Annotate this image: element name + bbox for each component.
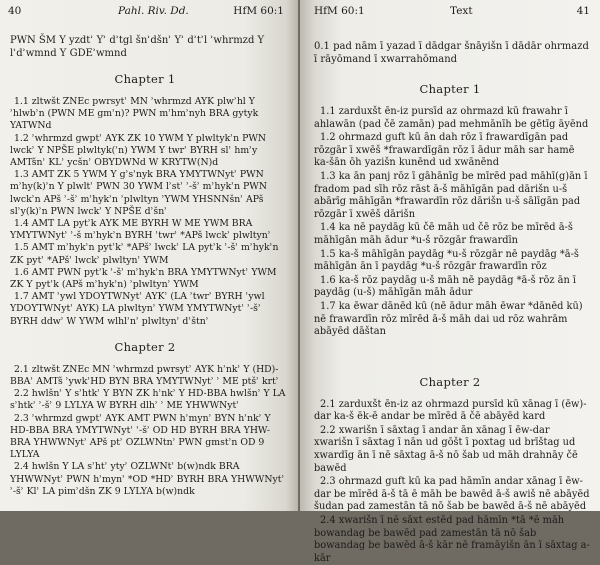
right-page-header xyxy=(300,0,600,22)
right-paragraph-1-7: 1.7 ka ēwar dānēd kū (nē ādur māh ēwar *dānēd kū) nē frawardīn rōz mīrēd ā-š māh dai ud rōz wahrām abāyēd dāštan xyxy=(314,300,583,338)
left-paragraph-1-4: 1.4 AMT LA pytʾk AYK ME BYRH W ME YWM BRA YMYTWNytʾ ʾ-š mʾhykʾn BYRH ʾtwrʾ *APš lwckʾ plwltynʾ xyxy=(10,218,271,242)
left-page-number: 40 xyxy=(8,5,22,17)
right-invocation: 0.1 pad nām ī yazad ī dādgar šnāyišn ī dādār ohrmazd ī rāyōmand ī xwarrahōmand xyxy=(314,41,589,65)
right-paragraph-1-3: 1.3 ka ān panj rōz ī gāhānīg be mīrēd pad māhī(g)ān ī fradom pad sīh rōz rāst ā-š māhīgān pad dārišn u-š abārīg māhīgān *frawardīn rōz dārišn u-š sālīgān pad rōzgār ī xwēš dārišn xyxy=(314,170,588,220)
left-chapter-1-heading: Chapter 1 xyxy=(114,72,176,86)
left-paragraph-2-4: 2.4 hwlšn Y LA sʾhtʾ ytyʾ OZLWNtʾ b(w)ndk BRA YHWWNytʾ PWN hʾmynʾ *OD *HDʾ BYRH BRA YHWWNytʾ ʾ-šʾ Klʾ LA pimʾdšn ZK 9 LYLYA b(w)ndk xyxy=(10,461,285,497)
right-paragraph-2-3: 2.3 ohrmazd guft kū ka pad hāmīn andar xānag ī ēw-dar be mīrēd ā-š tā ē māh be bawēd ā-š awiš nē abāyēd šudan pad zamestān tā nō šab be bawēd ā-š nē abāyēd xyxy=(314,476,590,513)
right-paragraph-1-6: 1.6 ka-š rōz paydāg u-š māh nē paydāg *ā-š rōz ān ī paydāg (u-š) māhīgān māh ādur xyxy=(314,274,577,299)
left-running-title: Pahl. Riv. Dd. xyxy=(118,5,189,17)
left-running-ref: HfM 60:1 xyxy=(233,5,284,17)
right-chapter-2-heading: Chapter 2 xyxy=(419,374,481,389)
left-chapter-2-heading: Chapter 2 xyxy=(114,339,176,354)
right-running-ref: HfM 60:1 xyxy=(314,5,365,17)
right-paragraph-2-2: 2.2 xwarišn ī sāxtag ī andar ān xānag ī ēw-dar xwarišn ī sāxtag ī nān ud gōšt ī poxtag ud brīštag ud xwardīg ān ī nē sāxtag ā-š nō šab ud māh drahnāy čē bawēd xyxy=(314,424,578,474)
right-page xyxy=(300,0,600,564)
right-running-title: Text xyxy=(450,5,473,17)
left-paragraph-1-7: 1.7 AMT ʾywl YDOYTWNytʾ AYKʾ (LA ʾtwrʾ BYRH ʾywl YDOYTWNytʾ AYK) LA plwltynʾ YWM YMYTWNytʾ ʾ-šʾ BYRH ddwʾ W YWM wlhlʾnʾ plwltynʾ dʾštnʾ xyxy=(10,291,265,327)
right-paragraph-1-2: 1.2 ohrmazd guft kū ān dah rōz ī frawardīgān pad rōzgār ī xwēš *frawardīgān rōz ī ādur māh sar hamē ka-šān ōh yazišn kunēnd ud xwānēnd xyxy=(314,132,575,169)
left-paragraph-1-5: 1.5 AMT mʾhykʾn pytʾkʾ *APšʾ lwckʾ LA pytʾk ʾ-šʾ mʾhykʾn ZK pytʾ *APšʾ lwckʾ plwltynʾ YWM xyxy=(10,242,279,266)
right-chapter-1-heading: Chapter 1 xyxy=(419,82,481,96)
left-paragraph-2-1: 2.1 zltwšt ZNEc MN ʾwhrmzd pwrsytʾ AYK hʾnkʾ Y (HD)-BBAʾ AMTš ʾywkʾHD BYN BRA YMYTWNytʾ ʾ ME ptšʾ krtʾ xyxy=(10,363,279,388)
left-page xyxy=(0,0,298,511)
left-paragraph-2-2: 2.2 hwlšnʾ Y sʾhtkʾ Y BYN ZK hʾnkʾ Y HD-BBA hwlšnʾ Y LA sʾhtkʾ ʾ-šʾ 9 LYLYA W BYRH dlhʾ ʾ ME YHWWNytʾ xyxy=(10,388,286,412)
left-paragraph-2-3: 2.3 ʾwhrmzd gwptʾ AYK AMT PWN hʾmynʾ BYN hʾnkʾ Y HD-BBA BRA YMYTWNytʾ ʾ-šʾ OD HD BYRH BRA YHW-BRA YHWWNytʾ APš ptʾ OZLWNtnʾ PWN gmstʾn OD 9 LYLYA xyxy=(10,412,271,461)
left-invocation: PWN ŠM Y yzdtʾ Yʾ dʾtgl šnʾdšnʾ Yʾ dʾtʾl ʾwhrmzd Y lʾdʾwmnd Y GDEʾwmnd xyxy=(10,35,265,59)
left-paragraph-1-1: 1.1 zltwšt ZNEc pwrsytʾ MN ʾwhrmzd AYK plwʾhl Y ʾhlwbʾn (PWN ME gmʾn)? PWN mʾhmʾnyh BRA gytyk YATWNd xyxy=(10,96,259,132)
left-paragraph-1-2: 1.2 ʾwhrmzd gwptʾ AYK ZK 10 YWM Y plwltykʾn PWN lwckʾ Y NPŠE plwltyk(ʾn) YWM Y twrʾ BYRH slʾ hmʾy AMTšnʾ KLʾ ycšnʾ OBYDWNd W KRYTW(N)d xyxy=(10,132,267,169)
left-page-header xyxy=(0,0,298,22)
right-paragraph-1-1: 1.1 zarduxšt ēn-iz pursīd az ohrmazd kū frawahr ī ahlawān (pad čē zamān) pad mehmānīh be gētīg āyēnd xyxy=(314,106,589,130)
right-page-number: 41 xyxy=(576,5,590,17)
left-paragraph-1-6: 1.6 AMT PWN pytʾk ʾ-šʾ mʾhykʾn BRA YMYTWNytʾ YWM ZK Y pytʾk (APš mʾhykʾn) ʾplwltynʾ YWM xyxy=(10,266,277,291)
right-paragraph-1-4: 1.4 ka nē paydāg kū čē māh ud čē rōz be mīrēd ā-š māhīgān māh ādur *u-š rōzgār frawardīn xyxy=(314,222,573,246)
right-paragraph-2-4: 2.4 xwarišn ī nē sāxt estēd pad hāmīn *tā *ē māh bowandag be bawēd pad zamestān tā nō šab bowandag be bawēd ā-š kār nē framāyišn ān ī sāxtag a-kār xyxy=(314,515,590,564)
right-paragraph-2-1: 2.1 zarduxšt ēn-iz az ohrmazd pursīd kū xānag ī (ēw)-dar ka-š ēk-ē andar be mīrēd ā čē abāyēd kard xyxy=(314,398,587,423)
left-paragraph-1-3: 1.3 AMT ZK 5 YWM Y gʾsʾnyk BRA YMYTWNytʾ PWN mʾhy(k)ʾn Y plwltʾ PWN 30 YWM lʾstʾ ʾ-šʾ mʾhykʾn PWN lwckʾn APš ʾ-šʾ mʾhykʾn ʾplwltyn ʾYWM YHSNNšnʾ APš slʾy(k)ʾn PWN lwckʾ Y NPŠE dʾšnʾ xyxy=(10,169,267,217)
right-paragraph-1-5: 1.5 ka-š māhīgān paydāg *u-š rōzgār nē paydāg *ā-š māhīgān ān ī paydāg *u-š rōzgār frawardīn rōz xyxy=(314,248,579,273)
